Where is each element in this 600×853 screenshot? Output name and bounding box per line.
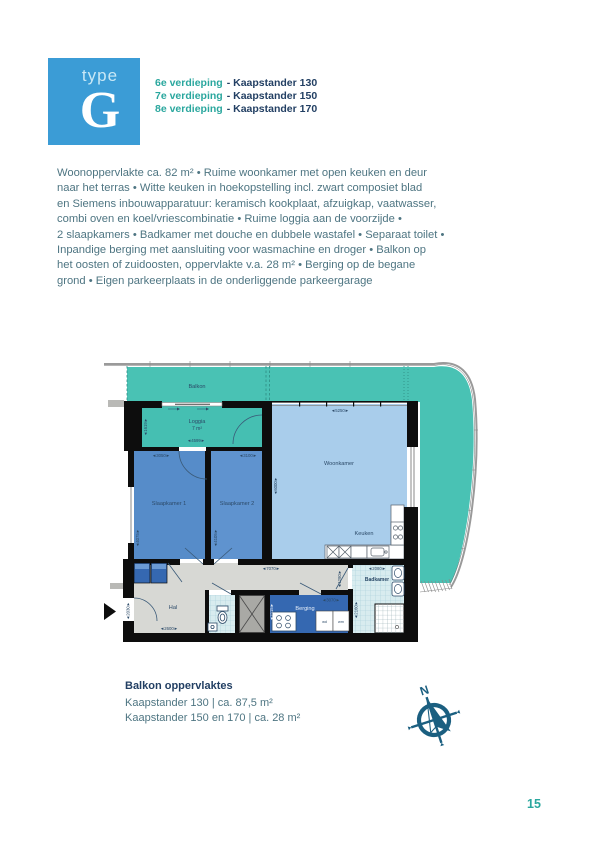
type-letter: G: [79, 82, 121, 140]
dim-storage-width: ◄3070►: [321, 597, 341, 603]
type-word: type: [81, 66, 119, 86]
room-label-loggia: Loggia: [188, 419, 206, 425]
balcony-info-line: Kaapstander 150 en 170 | ca. 28 m²: [125, 712, 301, 724]
page-number: 15: [527, 797, 541, 811]
description-line: grond • Eigen parkeerplaats in de onderliggende parkeergarage: [57, 274, 373, 287]
floor-list: [155, 77, 317, 117]
kitchen-cooktop: [391, 522, 404, 545]
balcony-info-line: Kaapstander 130 | ca. 87,5 m²: [125, 697, 273, 709]
description-line: en Siemens inbouwapparatuur: keramisch kookplaat, afzuigkap, vaatwasser,: [57, 197, 437, 210]
room-label-loggia-area: 7 m²: [192, 426, 202, 432]
dim-livingroom-width: ◄5250►: [330, 408, 350, 413]
type-badge: [48, 58, 140, 145]
floor-line: 8e verdieping - Kaapstander 170: [155, 103, 318, 116]
shaft: [239, 595, 265, 633]
dim-bathroom-width: ◄2080►: [367, 566, 387, 571]
description-line: combi oven en koel/vriescombinatie • Ruime loggia aan de voorzijde •: [57, 213, 402, 226]
room-label-badkamer: Badkamer: [364, 577, 390, 583]
dryer-label: wd: [322, 620, 327, 624]
room-label-berging: Berging: [295, 606, 315, 612]
room-label-slaapkamer2: Slaapkamer 2: [219, 501, 255, 507]
balcony-info: [125, 679, 300, 726]
dim-loggia-height: ◄1619►: [143, 417, 148, 437]
description-line: 2 slaapkamers • Badkamer met douche en dubbele wastafel • Separaat toilet •: [57, 228, 445, 241]
dim-bedroom1-height: ◄4075►: [135, 528, 140, 548]
balcony-info-heading: Balkon oppervlaktes: [125, 680, 233, 692]
dim-entrance-height: ◄2030►: [125, 601, 131, 621]
description-paragraph: [57, 166, 477, 289]
dim-bathroom-height: ◄2160►: [353, 600, 359, 620]
floorplan: [80, 350, 510, 660]
room-label-slaapkamer1: Slaapkamer 1: [151, 501, 187, 507]
livingroom-room: [272, 404, 407, 561]
dim-hall-width: ◄2600►: [159, 626, 179, 631]
dim-loggia-width: ◄4599►: [186, 438, 206, 443]
compass-north-label: N: [418, 682, 431, 699]
room-label-keuken: Keuken: [354, 531, 374, 537]
room-label-balkon: Balkon: [188, 384, 206, 390]
description-line: Inpandige berging met aansluiting voor wasmachine en droger • Balkon op: [57, 244, 426, 257]
floor-line: 7e verdieping - Kaapstander 150: [155, 90, 318, 103]
dim-bedroom2-height: ◄4105►: [213, 528, 218, 548]
description-line: Woonoppervlakte ca. 82 m² • Ruime woonkamer met open keuken en deur: [57, 167, 427, 179]
entrance-arrow: [104, 603, 116, 620]
dim-bedroom2-width: ◄3100►: [238, 453, 258, 458]
compass-icon: [403, 676, 465, 750]
washer-label: wm: [338, 620, 344, 624]
description-line: naar het terras • Witte keuken in hoekopstelling incl. zwart composiet blad: [57, 182, 423, 195]
dim-bedroom1-width: ◄3050►: [151, 453, 171, 458]
dim-corridor-width: ◄7070►: [261, 566, 281, 571]
room-label-hal: Hal: [168, 605, 178, 611]
description-line: het oosten of zuidoosten, oppervlakte v.a. 28 m² • Berging op de begane: [57, 259, 416, 272]
dim-corridor-height: ◄1290►: [337, 569, 342, 589]
dim-storage-height: ◄2115►: [269, 603, 274, 621]
floor-line: 6e verdieping - Kaapstander 130: [155, 77, 318, 89]
dim-livingroom-height: ◄6000►: [273, 476, 278, 496]
room-label-woonkamer: Woonkamer: [323, 461, 355, 467]
